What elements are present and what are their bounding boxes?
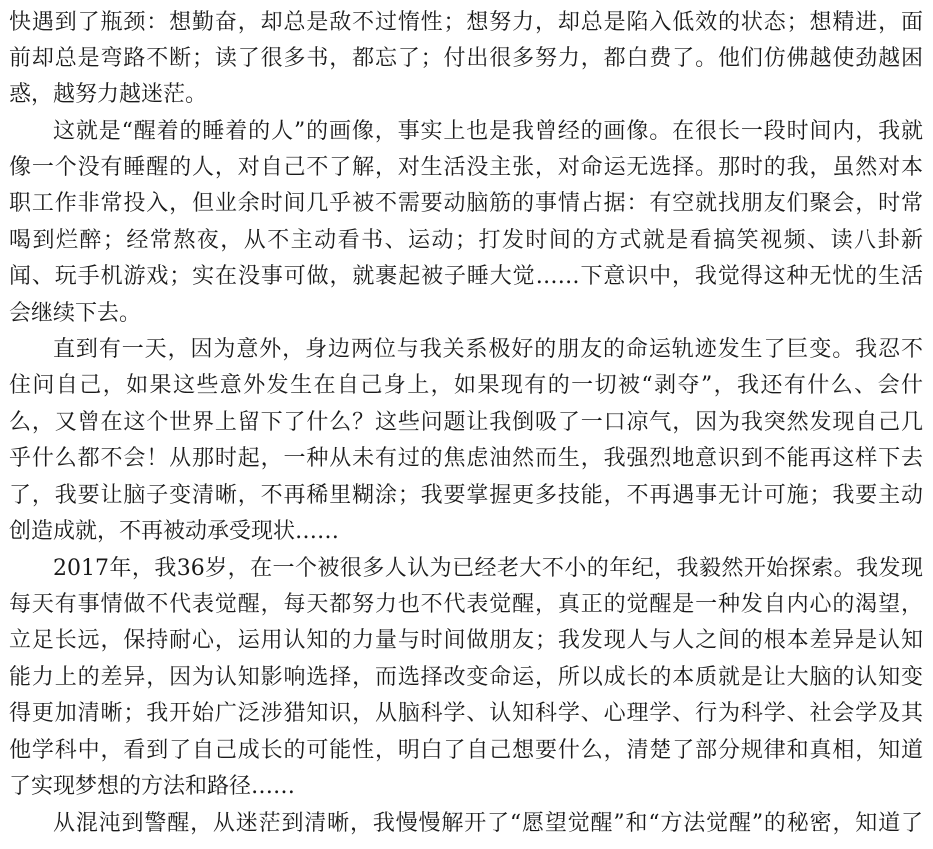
text-line: 会继续下去。 — [9, 301, 142, 326]
text-line: 立足长远，保持耐心，运用认知的力量与时间做朋友；我发现人与人之间的根本差异是认知 — [9, 628, 923, 653]
text-line: 每天有事情做不代表觉醒，每天都努力也不代表觉醒，真正的觉醒是一种发自内心的渴望， — [9, 592, 923, 617]
text-line: 像一个没有睡醒的人，对自己不了解，对生活没主张，对命运无选择。那时的我，虽然对本 — [9, 155, 923, 180]
text-line: 创造成就，不再被动承受现状…… — [9, 519, 340, 544]
text-line: 从混沌到警醒，从迷茫到清晰，我慢慢解开了“愿望觉醒”和“方法觉醒”的秘密，知道了 — [53, 811, 923, 836]
text-line: 2017年，我36岁，在一个被很多人认为已经老大不小的年纪，我毅然开始探索。我发现 — [53, 556, 923, 581]
text-line: 了，我要让脑子变清晰，不再稀里糊涂；我要掌握更多技能，不再遇事无计可施；我要主动 — [9, 483, 923, 508]
text-line: 他学科中，看到了自己成长的可能性，明白了自己想要什么，清楚了部分规律和真相，知道 — [9, 738, 923, 763]
text-line: 了实现梦想的方法和路径…… — [9, 774, 296, 799]
text-line: 能力上的差异，因为认知影响选择，而选择改变命运，所以成长的本质就是让大脑的认知变 — [9, 665, 923, 690]
text-line: 直到有一天，因为意外，身边两位与我关系极好的朋友的命运轨迹发生了巨变。我忍不 — [53, 337, 923, 362]
text-line: 前却总是弯路不断；读了很多书，都忘了；付出很多努力，都白费了。他们仿佛越使劲越困 — [9, 46, 923, 71]
text-line: 住问自己，如果这些意外发生在自己身上，如果现有的一切被“剥夺”，我还有什么、会什 — [9, 373, 923, 398]
text-line: 职工作非常投入，但业余时间几乎被不需要动脑筋的事情占据：有空就找朋友们聚会，时常 — [9, 191, 923, 216]
text-line: 乎什么都不会！从那时起，一种从未有过的焦虑油然而生，我强烈地意识到不能再这样下去 — [9, 446, 923, 471]
text-line: 闻、玩手机游戏；实在没事可做，就裹起被子睡大觉……下意识中，我觉得这种无忧的生活 — [9, 264, 923, 289]
text-line: 这就是“醒着的睡着的人”的画像，事实上也是我曾经的画像。在很长一段时间内，我就 — [53, 119, 923, 144]
text-line: 快遇到了瓶颈：想勤奋，却总是敌不过惰性；想努力，却总是陷入低效的状态；想精进，面 — [9, 10, 923, 35]
text-line: 惑，越努力越迷茫。 — [9, 82, 208, 107]
text-line: 得更加清晰；我开始广泛涉猎知识，从脑科学、认知科学、心理学、行为科学、社会学及其 — [9, 701, 923, 726]
text-line: 喝到烂醉；经常熬夜，从不主动看书、运动；打发时间的方式就是看搞笑视频、读八卦新 — [9, 228, 923, 253]
text-line: 么，又曾在这个世界上留下了什么？这些问题让我倒吸了一口凉气，因为我突然发现自己几 — [9, 410, 923, 435]
